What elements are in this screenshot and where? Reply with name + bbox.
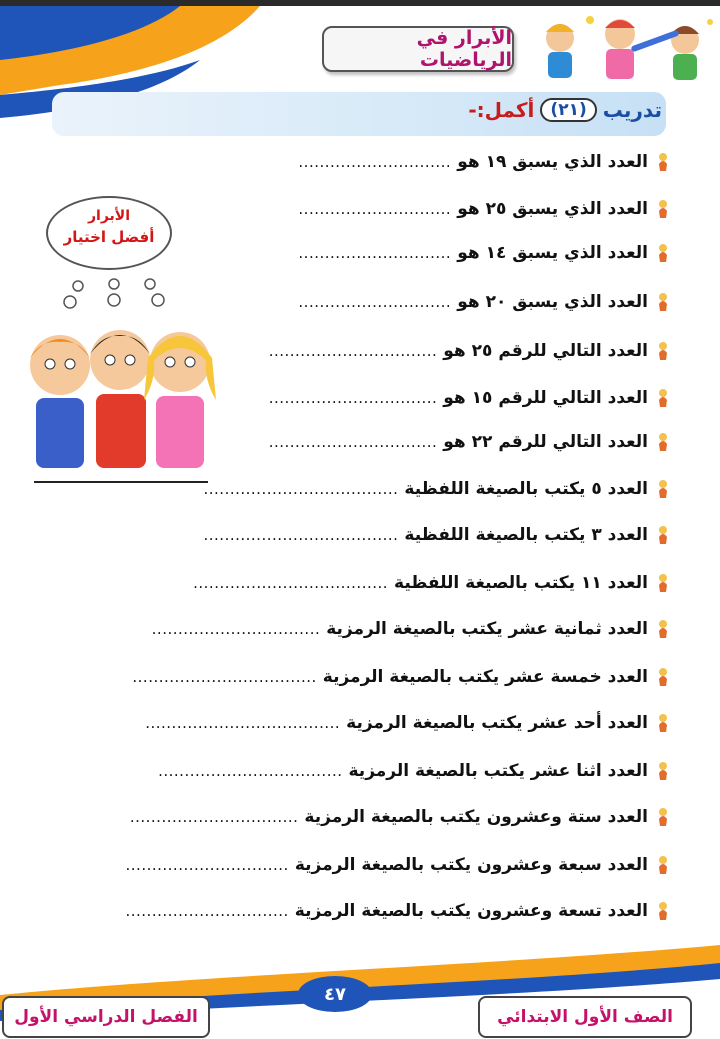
item-text: العدد سبعة وعشرون يكتب بالصيغة الرمزية (294, 855, 648, 875)
answer-blank[interactable]: ................................... (132, 668, 317, 686)
bullet-icon (656, 761, 670, 781)
bullet-icon (656, 199, 670, 219)
answer-blank[interactable]: ............................. (298, 153, 452, 171)
thought-bubble (46, 196, 172, 270)
grade-label: الصف الأول الابتدائي (478, 996, 692, 1038)
item-text: العدد التالي للرقم ٢٢ هو (443, 432, 648, 452)
answer-blank[interactable]: ................................... (158, 762, 343, 780)
kids-illustration-top (530, 8, 720, 90)
list-item (152, 612, 670, 646)
bullet-icon (656, 667, 670, 687)
answer-blank[interactable]: ............................... (125, 856, 289, 874)
semester-label: الفصل الدراسي الأول (2, 996, 210, 1038)
bullet-icon (656, 807, 670, 827)
bullet-icon (656, 713, 670, 733)
list-item (298, 145, 670, 179)
item-text: العدد أحد عشر يكتب بالصيغة الرمزية (346, 713, 648, 733)
answer-blank[interactable]: ..................................... (203, 526, 399, 544)
answer-blank[interactable]: ............................. (298, 200, 452, 218)
answer-blank[interactable]: ............................... (125, 902, 289, 920)
kids-illustration-side (20, 270, 220, 485)
bullet-icon (656, 341, 670, 361)
list-item (125, 894, 670, 928)
bullet-icon (656, 901, 670, 921)
list-item (132, 660, 670, 694)
item-text: العدد الذي يسبق ٢٠ هو (457, 292, 648, 312)
bullet-icon (656, 619, 670, 639)
item-text: العدد التالي للرقم ١٥ هو (443, 388, 648, 408)
exercise-number: (٢١) (540, 98, 596, 122)
answer-blank[interactable]: ................................ (151, 620, 321, 638)
item-text: العدد خمسة عشر يكتب بالصيغة الرمزية (322, 667, 648, 687)
item-text: العدد ستة وعشرون يكتب بالصيغة الرمزية (304, 807, 648, 827)
item-text: العدد ٥ يكتب بالصيغة اللفظية (404, 479, 648, 499)
list-item (269, 425, 670, 459)
answer-blank[interactable]: ................................ (268, 433, 438, 451)
item-text: العدد اثنا عشر يكتب بالصيغة الرمزية (348, 761, 648, 781)
bullet-icon (656, 243, 670, 263)
bullet-icon (656, 388, 670, 408)
bubble-line-1: الأبرار (87, 208, 131, 224)
bullet-icon (656, 573, 670, 593)
item-text: العدد الذي يسبق ٢٥ هو (457, 199, 648, 219)
answer-blank[interactable]: ................................ (268, 342, 438, 360)
list-item (204, 518, 671, 552)
list-item (269, 334, 670, 368)
list-item (130, 800, 670, 834)
answer-blank[interactable]: ..................................... (145, 714, 341, 732)
bubble-line-2: أفضل اختيار (63, 228, 155, 246)
answer-blank[interactable]: ..................................... (203, 480, 399, 498)
answer-blank[interactable]: ................................ (268, 389, 438, 407)
bullet-icon (656, 525, 670, 545)
bullet-icon (656, 292, 670, 312)
list-item (193, 566, 670, 600)
answer-blank[interactable]: ............................. (298, 293, 452, 311)
exercise-title (468, 98, 662, 122)
exercise-label: تدريب (602, 98, 662, 122)
item-text: العدد تسعة وعشرون يكتب بالصيغة الرمزية (294, 901, 648, 921)
list-item (126, 848, 670, 882)
item-text: العدد ٣ يكتب بالصيغة اللفظية (404, 525, 648, 545)
list-item (158, 754, 670, 788)
bullet-icon (656, 432, 670, 452)
bullet-icon (656, 152, 670, 172)
answer-blank[interactable]: ............................. (298, 244, 452, 262)
item-text: العدد الذي يسبق ١٩ هو (457, 152, 648, 172)
bullet-icon (656, 855, 670, 875)
list-item (298, 192, 670, 226)
item-text: العدد الذي يسبق ١٤ هو (457, 243, 648, 263)
item-text: العدد التالي للرقم ٢٥ هو (443, 341, 648, 361)
exercise-instruction: أكمل:- (468, 98, 535, 122)
list-item (145, 706, 670, 740)
list-item (269, 381, 670, 415)
page-number: ٤٧ (298, 976, 372, 1012)
item-text: العدد ١١ يكتب بالصيغة اللفظية (394, 573, 648, 593)
bullet-icon (656, 479, 670, 499)
page-header-title: الأبرار في الرياضيات (322, 26, 514, 72)
answer-blank[interactable]: ..................................... (193, 574, 389, 592)
list-item (204, 472, 671, 506)
list-item (298, 285, 670, 319)
list-item (298, 236, 670, 270)
item-text: العدد ثمانية عشر يكتب بالصيغة الرمزية (326, 619, 648, 639)
answer-blank[interactable]: ................................ (129, 808, 299, 826)
